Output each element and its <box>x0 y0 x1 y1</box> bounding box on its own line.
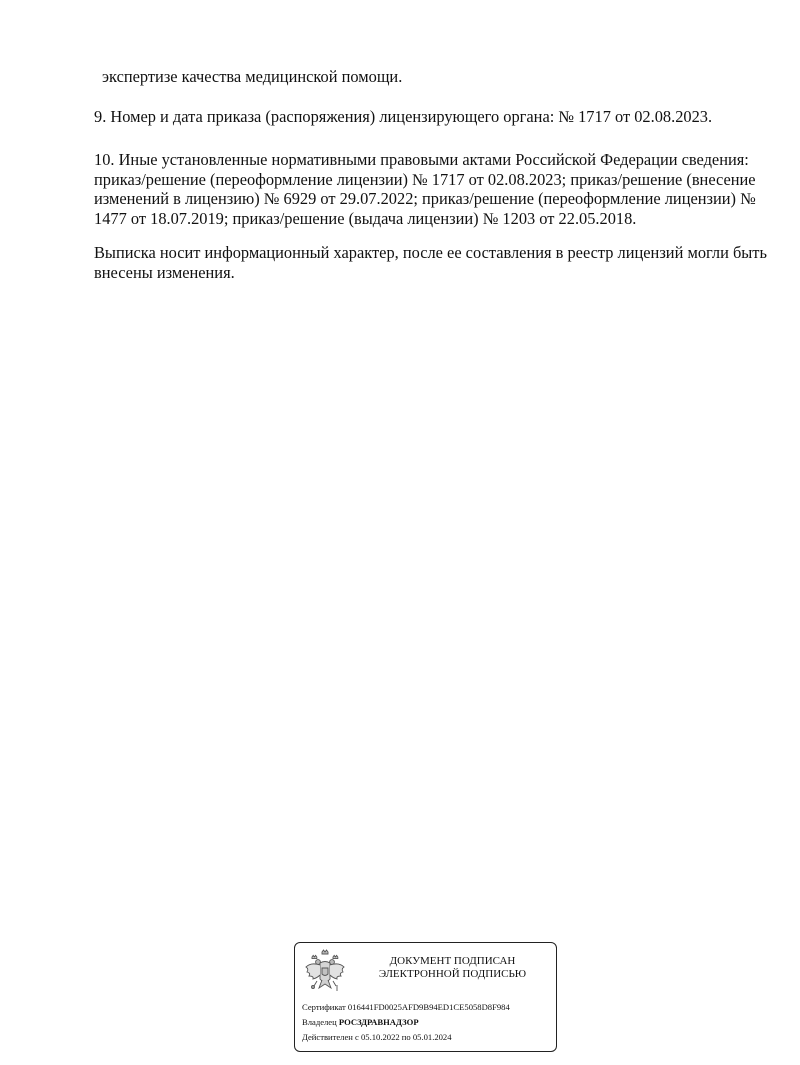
stamp-title-line: ДОКУМЕНТ ПОДПИСАН <box>389 955 516 967</box>
disclaimer-paragraph <box>94 243 767 282</box>
item-10-line: 1477 от 18.07.2019; приказ/решение (выдача лицензии) № 1203 от 22.05.2018. <box>94 208 637 228</box>
disclaimer-line: внесены изменения. <box>94 262 235 282</box>
certificate-value: 016441FD0025AFD9B94ED1CE5058D8F984 <box>347 1002 510 1012</box>
electronic-signature-stamp <box>294 942 557 1052</box>
item-10-line: 10. Иные установленные нормативными правовыми актами Российской Федерации сведения: <box>94 150 749 169</box>
item-9-paragraph <box>94 107 764 127</box>
russian-coat-of-arms-icon <box>303 949 347 995</box>
validity-text: Действителен с 05.10.2022 по 05.01.2024 <box>302 1032 452 1042</box>
item-10-line: приказ/решение (переоформление лицензии) № 1717 от 02.08.2023; приказ/решение (внесение <box>94 169 756 189</box>
item-9-text: 9. Номер и дата приказа (распоряжения) лицензирующего органа: № 1717 от 02.08.2023. <box>94 107 713 126</box>
continuation-text <box>102 67 772 87</box>
disclaimer-line: Выписка носит информационный характер, после ее составления в реестр лицензий могли быть <box>94 243 767 262</box>
stamp-title-line: ЭЛЕКТРОННОЙ ПОДПИСЬЮ <box>378 968 527 980</box>
validity-field <box>302 1032 452 1043</box>
item-10-line: изменений в лицензию) № 6929 от 29.07.2022; приказ/решение (переоформление лицензии) № <box>94 189 756 208</box>
item-10-paragraph <box>94 150 764 228</box>
certificate-label: Сертификат <box>302 1002 346 1012</box>
continuation-line: экспертизе качества медицинской помощи. <box>102 67 403 86</box>
owner-field <box>302 1017 419 1028</box>
certificate-field <box>302 1002 510 1013</box>
owner-label: Владелец <box>302 1017 337 1027</box>
stamp-title <box>355 955 550 981</box>
owner-value: РОСЗДРАВНАДЗОР <box>338 1017 419 1027</box>
